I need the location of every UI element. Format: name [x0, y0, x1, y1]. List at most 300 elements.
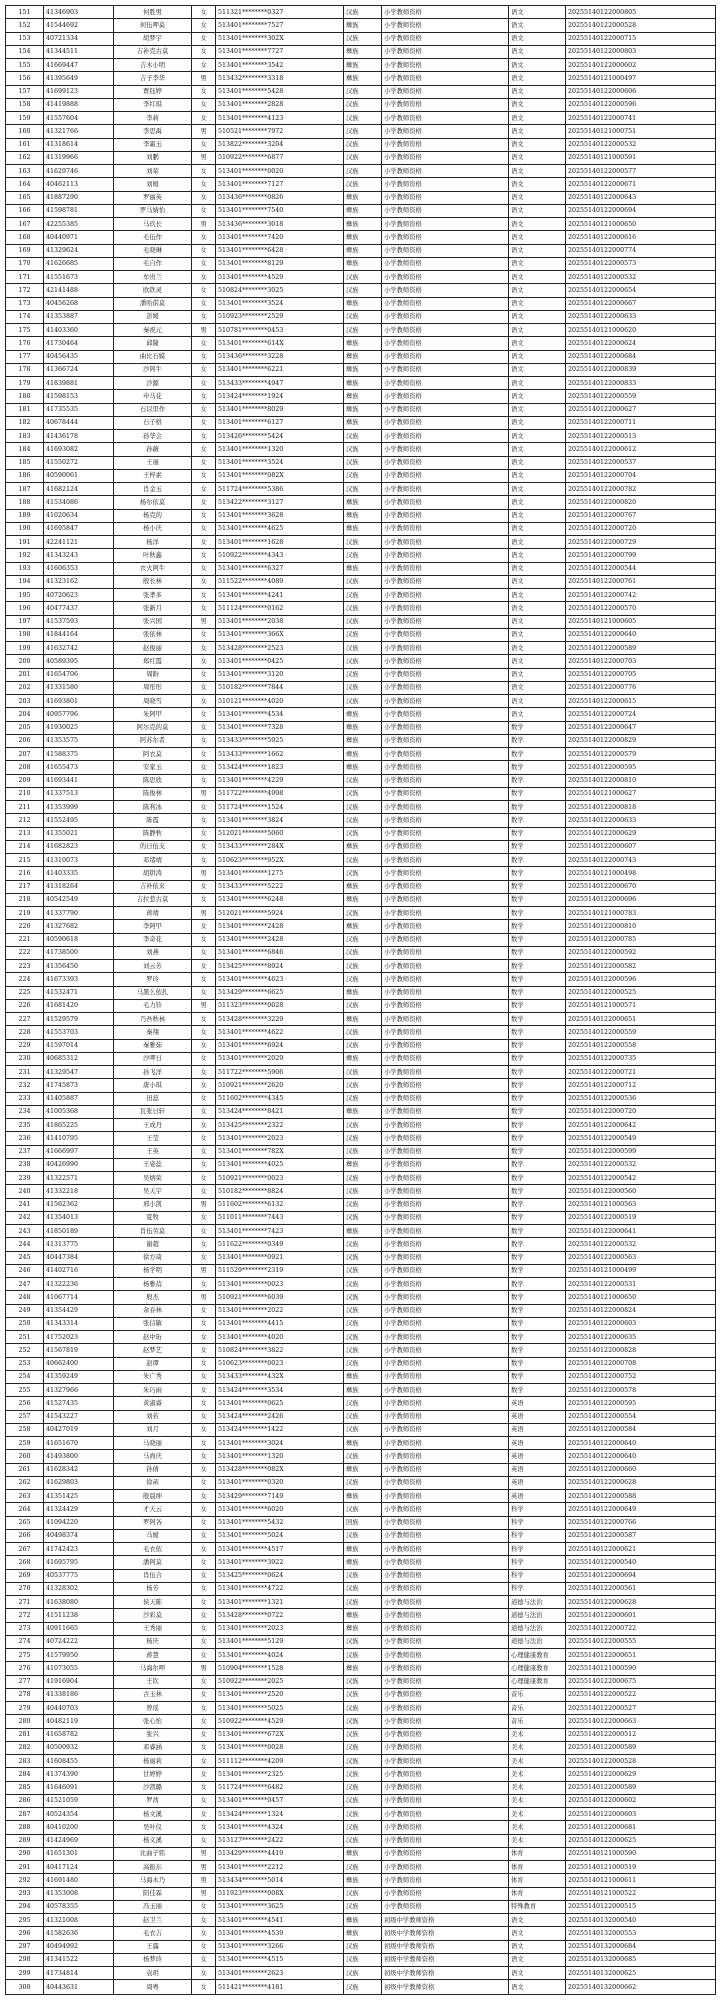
- id-number: 510922********6877: [216, 151, 344, 164]
- candidate-name: 杨雅蓓: [114, 1278, 192, 1291]
- id-number: 513401********2023: [216, 1132, 344, 1145]
- gender: 女: [192, 1967, 216, 1980]
- table-row: [6, 297, 716, 310]
- gender: 女: [192, 1503, 216, 1516]
- qualification-type: 小学教师资格: [382, 1251, 509, 1264]
- id-number: 513401********2828: [216, 98, 344, 111]
- table-row: [6, 1251, 716, 1264]
- ethnicity: 彝族: [344, 734, 382, 747]
- row-number: 159: [6, 112, 44, 125]
- ethnicity: 彝族: [344, 1662, 382, 1675]
- id-number: 513436********0826: [216, 191, 344, 204]
- row-number: 220: [6, 920, 44, 933]
- candidate-name: 罗丽英: [114, 191, 192, 204]
- exam-id: 41073055: [44, 1662, 114, 1675]
- gender: 男: [192, 1198, 216, 1211]
- exam-id: 41403335: [44, 867, 114, 880]
- qualification-type: 小学教师资格: [382, 1185, 509, 1198]
- gender: 女: [192, 1145, 216, 1158]
- exam-id: 40426990: [44, 1158, 114, 1171]
- qualification-type: 小学教师资格: [382, 1702, 509, 1715]
- exam-id: 41511238: [44, 1609, 114, 1622]
- row-number: 267: [6, 1543, 44, 1556]
- row-number: 275: [6, 1649, 44, 1662]
- row-number: 221: [6, 933, 44, 946]
- gender: 女: [192, 1688, 216, 1701]
- candidate-name: 沙彩莫: [114, 1609, 192, 1622]
- ethnicity: 汉族: [344, 1251, 382, 1264]
- gender: 女: [192, 1423, 216, 1436]
- gender: 女: [192, 1052, 216, 1065]
- row-number: 243: [6, 1225, 44, 1238]
- gender: 女: [192, 1225, 216, 1238]
- qualification-type: 小学教师资格: [382, 1331, 509, 1344]
- exam-id: 41353575: [44, 734, 114, 747]
- table-row: [6, 1331, 716, 1344]
- table-row: [6, 1476, 716, 1489]
- qualification-type: 初级中学教师资格: [382, 1980, 509, 1995]
- id-number: 513401********082X: [216, 469, 344, 482]
- qualification-type: 小学教师资格: [382, 1450, 509, 1463]
- ethnicity: 彝族: [344, 708, 382, 721]
- table-row: [6, 151, 716, 164]
- row-number: 155: [6, 59, 44, 72]
- subject: 语文: [509, 536, 566, 549]
- exam-id: 40542549: [44, 893, 114, 906]
- id-number: 513401********0020: [216, 165, 344, 178]
- qualification-type: 小学教师资格: [382, 1808, 509, 1821]
- row-number: 255: [6, 1384, 44, 1397]
- table-row: [6, 642, 716, 655]
- qualification-type: 小学教师资格: [382, 880, 509, 893]
- registration-number: 20255140122000528: [566, 1755, 716, 1768]
- candidate-name: 曲比石嫫: [114, 350, 192, 363]
- qualification-type: 小学教师资格: [382, 1463, 509, 1476]
- table-row: [6, 204, 716, 217]
- exam-id: 41745873: [44, 1079, 114, 1092]
- gender: 女: [192, 6, 216, 19]
- id-number: 513429********6625: [216, 986, 344, 999]
- candidate-name: 潘哈偌莫: [114, 297, 192, 310]
- ethnicity: 彝族: [344, 1052, 382, 1065]
- candidate-name: 谢超: [114, 1238, 192, 1251]
- id-number: 513433********284X: [216, 840, 344, 853]
- qualification-type: 小学教师资格: [382, 98, 509, 111]
- qualification-type: 小学教师资格: [382, 6, 509, 19]
- table-row: [6, 483, 716, 496]
- subject: 数学: [509, 1238, 566, 1251]
- qualification-type: 小学教师资格: [382, 377, 509, 390]
- candidate-name: 秦翔: [114, 1026, 192, 1039]
- exam-id: 41353008: [44, 1887, 114, 1900]
- candidate-name: 吉补克古莫: [114, 45, 192, 58]
- ethnicity: 彝族: [344, 1463, 382, 1476]
- registration-number: 20255140122000599: [566, 1145, 716, 1158]
- gender: 女: [192, 946, 216, 959]
- row-number: 178: [6, 363, 44, 376]
- subject: 数学: [509, 986, 566, 999]
- row-number: 265: [6, 1516, 44, 1529]
- ethnicity: 汉族: [344, 1834, 382, 1847]
- subject: 数学: [509, 893, 566, 906]
- exam-id: 41329624: [44, 244, 114, 257]
- registration-number: 20255140121000571: [566, 999, 716, 1012]
- exam-id: 41682823: [44, 840, 114, 853]
- ethnicity: 汉族: [344, 98, 382, 111]
- candidate-name: 刘荣: [114, 165, 192, 178]
- row-number: 163: [6, 165, 44, 178]
- row-number: 191: [6, 536, 44, 549]
- ethnicity: 汉族: [344, 1026, 382, 1039]
- ethnicity: 汉族: [344, 1344, 382, 1357]
- subject: 数学: [509, 933, 566, 946]
- id-number: 513424********1422: [216, 1423, 344, 1436]
- subject: 美术: [509, 1728, 566, 1741]
- registration-number: 20255140132000540: [566, 1914, 716, 1927]
- candidate-name: 马海尔呷: [114, 1662, 192, 1675]
- gender: 女: [192, 1238, 216, 1251]
- gender: 女: [192, 1185, 216, 1198]
- registration-number: 20255140122000540: [566, 1556, 716, 1569]
- table-row: [6, 231, 716, 244]
- exam-id: 41366724: [44, 363, 114, 376]
- candidate-name: 袁玥: [114, 1967, 192, 1980]
- id-number: 513401********7127: [216, 178, 344, 191]
- ethnicity: 彝族: [344, 1384, 382, 1397]
- registration-number: 20255140121000522: [566, 1887, 716, 1900]
- registration-number: 20255140122000525: [566, 986, 716, 999]
- subject: 科学: [509, 1556, 566, 1569]
- qualification-type: 小学教师资格: [382, 1847, 509, 1860]
- candidate-name: 杨义溪: [114, 1834, 192, 1847]
- subject: 心理健康教育: [509, 1675, 566, 1688]
- exam-id: 41606353: [44, 562, 114, 575]
- registration-number: 20255140122000536: [566, 1092, 716, 1105]
- registration-number: 20255140122000589: [566, 1741, 716, 1754]
- ethnicity: 汉族: [344, 1582, 382, 1595]
- row-number: 183: [6, 430, 44, 443]
- gender: 男: [192, 615, 216, 628]
- ethnicity: 彝族: [344, 59, 382, 72]
- candidate-name: 杨小庆: [114, 522, 192, 535]
- candidate-name: 马媛: [114, 1529, 192, 1542]
- qualification-type: 小学教师资格: [382, 1119, 509, 1132]
- gender: 女: [192, 1940, 216, 1953]
- id-number: 513429********4419: [216, 1847, 344, 1860]
- table-row: [6, 1953, 716, 1966]
- registration-number: 20255140122000616: [566, 231, 716, 244]
- exam-id: 41655473: [44, 761, 114, 774]
- row-number: 289: [6, 1834, 44, 1847]
- registration-number: 20255140122000761: [566, 575, 716, 588]
- registration-number: 20255140132000662: [566, 1980, 716, 1995]
- id-number: 513401********2029: [216, 1052, 344, 1065]
- ethnicity: 汉族: [344, 1238, 382, 1251]
- registration-number: 20255140121000783: [566, 907, 716, 920]
- registration-number: 20255140122000667: [566, 297, 716, 310]
- subject: 语文: [509, 708, 566, 721]
- row-number: 184: [6, 443, 44, 456]
- ethnicity: 彝族: [344, 721, 382, 734]
- id-number: 513433********1662: [216, 748, 344, 761]
- id-number: 510781********0453: [216, 324, 344, 337]
- ethnicity: 汉族: [344, 1808, 382, 1821]
- gender: 女: [192, 1834, 216, 1847]
- qualification-type: 小学教师资格: [382, 1397, 509, 1410]
- id-number: 513424********8421: [216, 1105, 344, 1118]
- id-number: 510121********4020: [216, 695, 344, 708]
- registration-number: 20255140122000615: [566, 695, 716, 708]
- ethnicity: 汉族: [344, 1185, 382, 1198]
- row-number: 288: [6, 1821, 44, 1834]
- row-number: 174: [6, 310, 44, 323]
- table-row: [6, 1596, 716, 1609]
- row-number: 232: [6, 1079, 44, 1092]
- table-row: [6, 695, 716, 708]
- id-number: 513822********3204: [216, 138, 344, 151]
- row-number: 217: [6, 880, 44, 893]
- row-number: 270: [6, 1582, 44, 1595]
- exam-id: 41682124: [44, 483, 114, 496]
- gender: 女: [192, 1039, 216, 1052]
- id-number: 513401********2428: [216, 920, 344, 933]
- exam-id: 40590061: [44, 469, 114, 482]
- exam-id: 40589395: [44, 655, 114, 668]
- candidate-name: 周盼: [114, 668, 192, 681]
- candidate-name: 王姿蕊: [114, 1158, 192, 1171]
- row-number: 208: [6, 761, 44, 774]
- registration-number: 20255140121000620: [566, 324, 716, 337]
- gender: 男: [192, 151, 216, 164]
- candidate-name: 蒋慧: [114, 1649, 192, 1662]
- exam-id: 41405887: [44, 1092, 114, 1105]
- registration-number: 20255140122000711: [566, 416, 716, 429]
- qualification-type: 小学教师资格: [382, 1066, 509, 1079]
- subject: 体育: [509, 1847, 566, 1860]
- exam-id: 41865225: [44, 1119, 114, 1132]
- candidate-name: 瓦张日轩: [114, 1105, 192, 1118]
- gender: 女: [192, 1622, 216, 1635]
- row-number: 180: [6, 390, 44, 403]
- candidate-name: 肖伍合: [114, 1569, 192, 1582]
- id-number: 510824********3822: [216, 1344, 344, 1357]
- subject: 语文: [509, 191, 566, 204]
- registration-number: 20255140122000635: [566, 1331, 716, 1344]
- gender: 女: [192, 1344, 216, 1357]
- table-row: [6, 98, 716, 111]
- subject: 数学: [509, 761, 566, 774]
- row-number: 192: [6, 549, 44, 562]
- qualification-type: 小学教师资格: [382, 191, 509, 204]
- table-row: [6, 1874, 716, 1887]
- row-number: 214: [6, 840, 44, 853]
- ethnicity: 彝族: [344, 1370, 382, 1383]
- ethnicity: 彝族: [344, 920, 382, 933]
- row-number: 165: [6, 191, 44, 204]
- subject: 科学: [509, 1543, 566, 1556]
- candidate-name: 赵俊丽: [114, 642, 192, 655]
- qualification-type: 小学教师资格: [382, 19, 509, 32]
- exam-id: 41839881: [44, 377, 114, 390]
- exam-id: 41887290: [44, 191, 114, 204]
- table-row: [6, 827, 716, 840]
- exam-id: 40417124: [44, 1861, 114, 1874]
- subject: 英语: [509, 1397, 566, 1410]
- exam-id: 40440703: [44, 1702, 114, 1715]
- gender: 女: [192, 363, 216, 376]
- qualification-type: 小学教师资格: [382, 602, 509, 615]
- subject: 语文: [509, 403, 566, 416]
- gender: 女: [192, 257, 216, 270]
- gender: 男: [192, 218, 216, 231]
- qualification-type: 小学教师资格: [382, 1900, 509, 1913]
- exam-id: 41355021: [44, 827, 114, 840]
- exam-id: 40500932: [44, 1741, 114, 1754]
- registration-number: 20255140122000720: [566, 522, 716, 535]
- qualification-type: 小学教师资格: [382, 973, 509, 986]
- exam-id: 40410200: [44, 1821, 114, 1834]
- subject: 语文: [509, 98, 566, 111]
- gender: 女: [192, 1755, 216, 1768]
- gender: 男: [192, 1887, 216, 1900]
- id-number: 513425********8924: [216, 960, 344, 973]
- table-row: [6, 1927, 716, 1940]
- qualification-type: 小学教师资格: [382, 1635, 509, 1648]
- registration-number: 20255140122000654: [566, 284, 716, 297]
- gender: 女: [192, 1278, 216, 1291]
- ethnicity: 彝族: [344, 390, 382, 403]
- gender: 女: [192, 1768, 216, 1781]
- subject: 数学: [509, 946, 566, 959]
- subject: 语文: [509, 271, 566, 284]
- table-row: [6, 244, 716, 257]
- table-body: [6, 6, 716, 1995]
- exam-id: 41738500: [44, 946, 114, 959]
- ethnicity: 汉族: [344, 483, 382, 496]
- registration-number: 20255140121000519: [566, 1861, 716, 1874]
- gender: 女: [192, 1331, 216, 1344]
- table-row: [6, 986, 716, 999]
- registration-number: 20255140121000611: [566, 1874, 716, 1887]
- gender: 女: [192, 1794, 216, 1807]
- table-row: [6, 1662, 716, 1675]
- candidate-name: 吴天宇: [114, 1185, 192, 1198]
- registration-number: 20255140122000559: [566, 1026, 716, 1039]
- candidate-table: [5, 5, 716, 1995]
- subject: 语文: [509, 589, 566, 602]
- subject: 美术: [509, 1794, 566, 1807]
- gender: 女: [192, 1741, 216, 1754]
- gender: 女: [192, 549, 216, 562]
- exam-id: 41681420: [44, 999, 114, 1012]
- candidate-name: 王莹: [114, 1132, 192, 1145]
- candidate-name: 杨梦玲: [114, 1953, 192, 1966]
- gender: 女: [192, 814, 216, 827]
- gender: 女: [192, 1556, 216, 1569]
- gender: 女: [192, 1953, 216, 1966]
- id-number: 511421********4181: [216, 1980, 344, 1995]
- exam-id: 41579950: [44, 1649, 114, 1662]
- registration-number: 20255140122000633: [566, 814, 716, 827]
- id-number: 510904********1528: [216, 1662, 344, 1675]
- ethnicity: 汉族: [344, 774, 382, 787]
- qualification-type: 初级中学教师资格: [382, 1953, 509, 1966]
- candidate-name: 吉拉惹古莫: [114, 893, 192, 906]
- exam-id: 41327966: [44, 1384, 114, 1397]
- gender: 女: [192, 59, 216, 72]
- qualification-type: 小学教师资格: [382, 1821, 509, 1834]
- ethnicity: 彝族: [344, 509, 382, 522]
- row-number: 205: [6, 721, 44, 734]
- ethnicity: 汉族: [344, 1702, 382, 1715]
- gender: 女: [192, 1728, 216, 1741]
- registration-number: 20255140122000743: [566, 854, 716, 867]
- gender: 女: [192, 310, 216, 323]
- registration-number: 20255140122000752: [566, 1370, 716, 1383]
- gender: 女: [192, 854, 216, 867]
- gender: 女: [192, 45, 216, 58]
- ethnicity: 汉族: [344, 1861, 382, 1874]
- registration-number: 20255140122000633: [566, 310, 716, 323]
- qualification-type: 小学教师资格: [382, 1516, 509, 1529]
- row-number: 247: [6, 1278, 44, 1291]
- qualification-type: 小学教师资格: [382, 1490, 509, 1503]
- candidate-name: 刘云芳: [114, 960, 192, 973]
- row-number: 263: [6, 1490, 44, 1503]
- candidate-name: 马黑么依扎: [114, 986, 192, 999]
- registration-number: 20255140122000724: [566, 708, 716, 721]
- registration-number: 20255140121000650: [566, 218, 716, 231]
- table-row: [6, 522, 716, 535]
- gender: 女: [192, 734, 216, 747]
- row-number: 253: [6, 1357, 44, 1370]
- id-number: 513401********3824: [216, 814, 344, 827]
- table-row: [6, 1688, 716, 1701]
- gender: 女: [192, 509, 216, 522]
- registration-number: 20255140122000589: [566, 1781, 716, 1794]
- table-row: [6, 774, 716, 787]
- ethnicity: 彝族: [344, 231, 382, 244]
- gender: 女: [192, 350, 216, 363]
- exam-id: 40443631: [44, 1980, 114, 1995]
- table-row: [6, 1079, 716, 1092]
- candidate-name: 肖金玉: [114, 483, 192, 496]
- gender: 女: [192, 85, 216, 98]
- table-row: [6, 1410, 716, 1423]
- registration-number: 20255140121000650: [566, 1291, 716, 1304]
- table-row: [6, 801, 716, 814]
- ethnicity: 彝族: [344, 350, 382, 363]
- ethnicity: 彝族: [344, 19, 382, 32]
- ethnicity: 彝族: [344, 522, 382, 535]
- gender: 女: [192, 297, 216, 310]
- exam-id: 40721334: [44, 32, 114, 45]
- registration-number: 20255140122000720: [566, 1105, 716, 1118]
- qualification-type: 小学教师资格: [382, 628, 509, 641]
- qualification-type: 小学教师资格: [382, 1794, 509, 1807]
- candidate-name: 殷长林: [114, 575, 192, 588]
- candidate-name: 张依林: [114, 628, 192, 641]
- candidate-name: 王丽: [114, 456, 192, 469]
- exam-id: 41332218: [44, 1185, 114, 1198]
- gender: 女: [192, 668, 216, 681]
- table-row: [6, 138, 716, 151]
- qualification-type: 小学教师资格: [382, 1264, 509, 1277]
- ethnicity: 汉族: [344, 443, 382, 456]
- exam-id: 41313775: [44, 1238, 114, 1251]
- subject: 语文: [509, 496, 566, 509]
- candidate-name: 赵卫兰: [114, 1914, 192, 1927]
